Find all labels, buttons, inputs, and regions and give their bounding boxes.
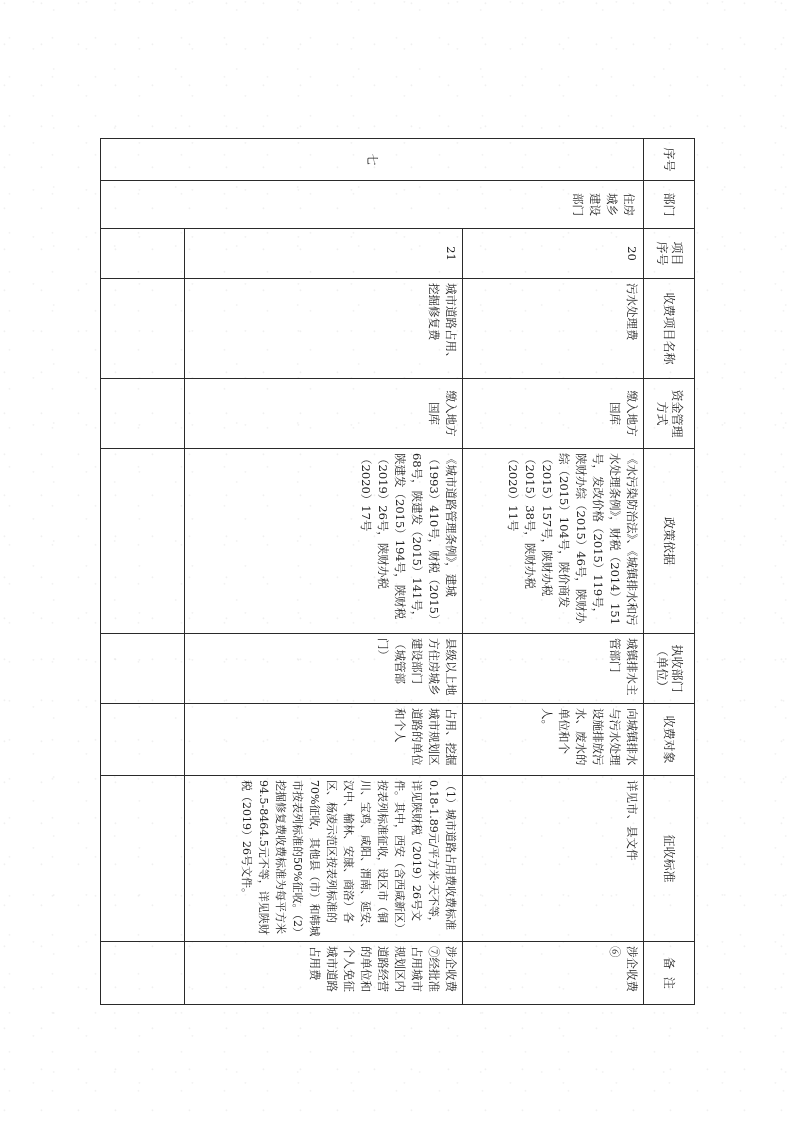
header-payer: 收费对象 — [644, 704, 695, 776]
header-item-no: 项目 序号 — [644, 229, 695, 279]
group-dept: 住房 城乡 建设 部门 — [101, 181, 644, 229]
header-fund-mgmt: 资金管理 方式 — [644, 379, 695, 449]
empty-cell — [101, 942, 185, 1005]
table-row-empty — [101, 139, 185, 1005]
empty-cell — [101, 776, 185, 942]
table-row — [463, 139, 644, 1005]
empty-cell — [101, 279, 185, 379]
row-remark: 涉企收费⑥ — [463, 942, 644, 1005]
row-item-name: 污水处理费 — [463, 279, 644, 379]
header-remark: 备 注 — [644, 942, 695, 1005]
row-basis: 《水污染防治法》、《城镇排水和污水处理条例》，财税（2014）151号，发改价格（2015）119号，陕财办综（2015）46号，陕财办综（2015）104号，陕价商发（2015）157号，陕财办税（2015）38号，陕财办税（2020）11号 — [463, 449, 644, 634]
header-dept: 部门 — [644, 181, 695, 229]
empty-cell — [101, 229, 185, 279]
header-basis: 政策依据 — [644, 449, 695, 634]
row-item-no: 20 — [463, 229, 644, 279]
row-remark: 涉企收费⑦经批准占用城市规划区内道路经营的单位和个人免征城市道路占用费 — [184, 942, 462, 1005]
row-standard: （1）城市道路占用费收费标准0.18-1.89元/平方米·天不等，详见陕财税（2019）26号文件。其中，西安（含西咸新区）按表列标准征收，设区市（铜川、宝鸡、咸阳、渭南、延安、汉中、榆林、安康、商洛）各区、杨凌示范区按表列标准的70%征收，其他县（市）和韩城市按表列标准的50%征收。（2）挖掘修复费收费标准为每平方米94.5-8464.5元不等，详见陕财税（2019）26号文件。 — [184, 776, 462, 942]
row-standard: 详见市、县文件 — [463, 776, 644, 942]
empty-cell — [101, 449, 185, 634]
row-payer: 占用、挖掘城市规划区道路的单位和个人 — [184, 704, 462, 776]
fee-table-rotated — [100, 138, 695, 1004]
row-item-name: 城市道路占用、挖掘修复费 — [184, 279, 462, 379]
row-fund-mgmt: 缴入地方 国库 — [184, 379, 462, 449]
empty-cell — [101, 379, 185, 449]
header-collector: 执收部门 （单位） — [644, 634, 695, 704]
row-collector: 县级以上地方住房城乡建设部门（城管部门） — [184, 634, 462, 704]
header-item-name: 收费项目名称 — [644, 279, 695, 379]
empty-cell — [101, 634, 185, 704]
row-payer: 向城镇排水与污水处理设施排放污水、废水的单位和个人。 — [463, 704, 644, 776]
header-seq: 序号 — [644, 139, 695, 181]
row-item-no: 21 — [184, 229, 462, 279]
row-fund-mgmt: 缴入地方 国库 — [463, 379, 644, 449]
group-seq: 七 — [101, 139, 644, 181]
header-standard: 征收标准 — [644, 776, 695, 942]
empty-cell — [101, 704, 185, 776]
table-row — [184, 139, 462, 1005]
row-collector: 城镇排水主管部门 — [463, 634, 644, 704]
row-basis: 《城市道路管理条例》，建城（1993）410号，财税（2015）68号，陕建发（2015）141号，陕建发（2015）194号，陕财税（2019）26号，陕财办税（2020）17号 — [184, 449, 462, 634]
fee-table — [100, 138, 695, 1005]
header-row — [644, 139, 695, 1005]
